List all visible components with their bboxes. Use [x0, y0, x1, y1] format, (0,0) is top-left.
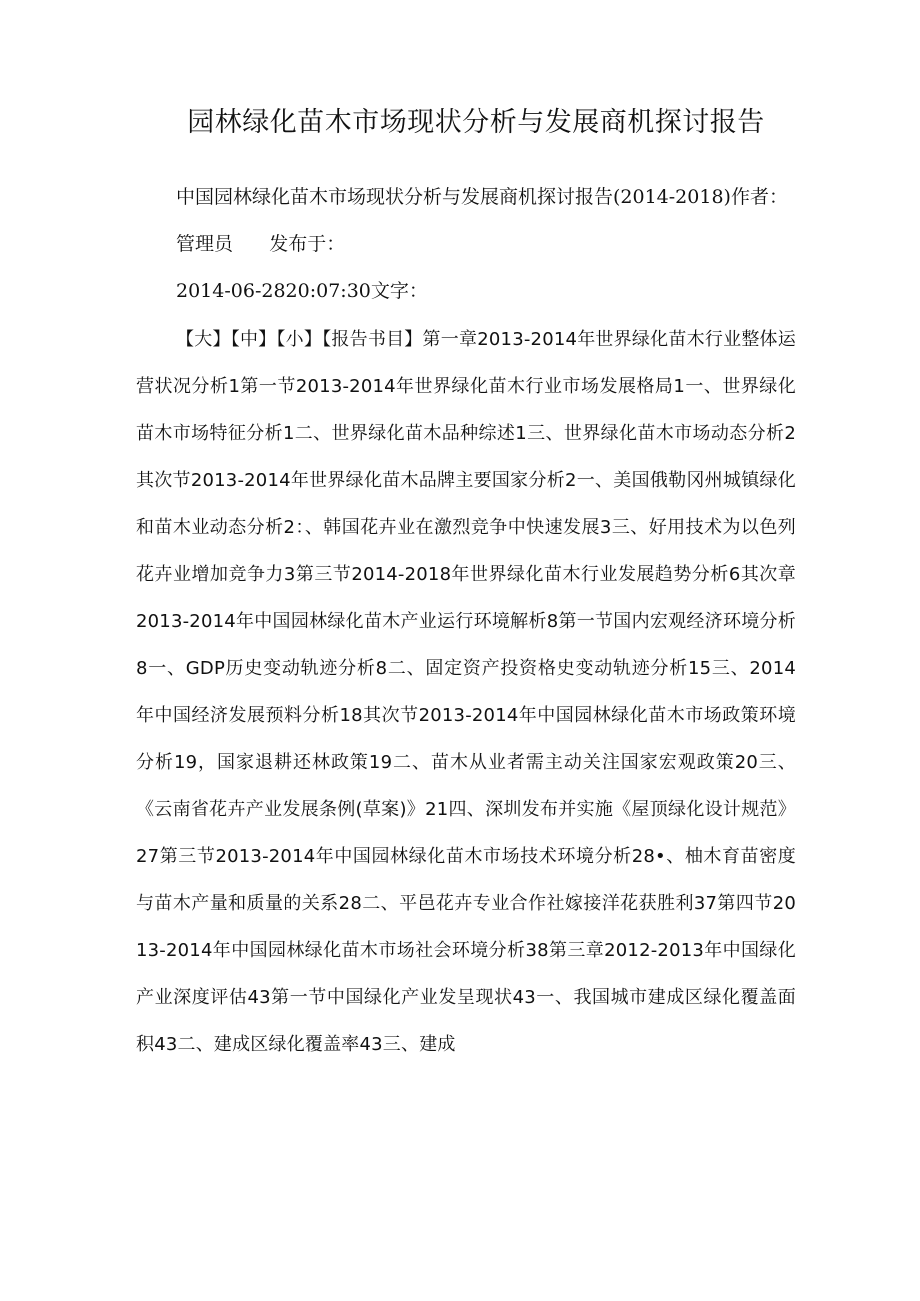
document-title: 园林绿化苗木市场现状分析与发展商机探讨报告 — [187, 107, 765, 138]
report-table-of-contents: 【大】【中】【小】【报告书目】第一章2013-2014年世界绿化苗木行业整体运营状况分析1第一节2013-2014年世界绿化苗木行业市场发展格局1一、世界绿化苗木市场特征分析1二、世界绿化苗木品种综述1三、世界绿化苗木市场动态分析2其次节2013-2014年世界绿化苗木品牌主要国家分析2一、美国俄勒冈州城镇绿化和苗木业动态分析2：、韩国花卉业在激烈竞争中快速发展3三、好用技术为以色列花卉业增加竞争力3第三节2014-2018年世界绿化苗木行业发展趋势分析6其次章2013-2014年中国园林绿化苗木产业运行环境解析8第一节国内宏观经济环境分析8一、GDP历史变动轨迹分析8二、固定资产投资格史变动轨迹分析15三、2014年中国经济发展预料分析18其次节2013-2014年中国园林绿化苗木市场政策环境分析19，国家退耕还林政策19二、苗木从业者需主动关注国家宏观政策20三、《云南省花卉产业发展条例(草案)》21四、深圳发布并实施《屋顶绿化设计规范》27第三节2013-2014年中国园林绿化苗木市场技术环境分析28•、柚木育苗密度与苗木产量和质量的关系28二、平邑花卉专业合作社嫁接洋花获胜利37第四节2013-2014年中国园林绿化苗木市场社会环境分析38第三章2012-2013年中国绿化产业深度评估43第一节中国绿化产业发呈现状43一、我国城市建成区绿化覆盖面积43二、建成区绿化覆盖率43三、建成 — [136, 329, 796, 1055]
report-subtitle: 中国园林绿化苗木市场现状分析与发展商机探讨报告(2014-2018)作者： — [176, 186, 788, 208]
publish-date-line: 2014-06-2820:07:30文字： — [176, 280, 428, 302]
author-publish-line: 管理员 发布于： — [176, 233, 346, 255]
